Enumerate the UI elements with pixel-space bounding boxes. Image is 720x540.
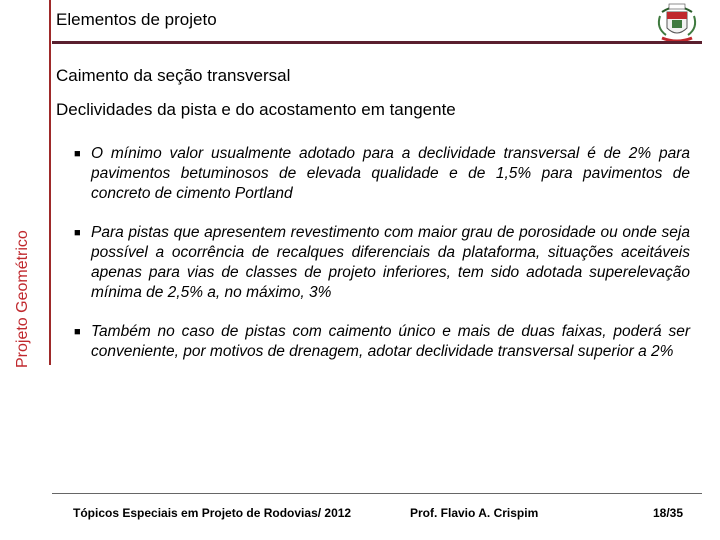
bullet-text: O mínimo valor usualmente adotado para a declividade transversal é de 2% para pavimentos betuminosos de elevada qualidade e de 1,5% para pavimentos de concreto de cimento Portland bbox=[91, 145, 690, 202]
bullet-marker-icon: ■ bbox=[74, 148, 81, 160]
footer-course: Tópicos Especiais em Projeto de Rodovias/ 2012 bbox=[73, 506, 352, 520]
section-heading: Declividades da pista e do acostamento em tangente bbox=[56, 100, 456, 119]
bullet-item bbox=[74, 144, 690, 204]
footer-page-number: 18/35 bbox=[653, 506, 684, 520]
bullet-item bbox=[74, 322, 690, 362]
side-label-text: Projeto Geométrico bbox=[14, 230, 31, 368]
bullet-text: Também no caso de pistas com caimento único e mais de duas faixas, poderá ser conveniente, por motivos de drenagem, adotar declividade transversal superior a 2% bbox=[91, 323, 690, 360]
footer-professor: Prof. Flavio A. Crispim bbox=[410, 506, 539, 520]
header-rule bbox=[52, 41, 702, 44]
left-accent-rule bbox=[49, 0, 51, 365]
slide-header-title: Elementos de projeto bbox=[56, 10, 217, 29]
bullet-marker-icon: ■ bbox=[74, 326, 81, 338]
bullet-item bbox=[74, 223, 690, 303]
bullet-list bbox=[74, 144, 690, 381]
footer-rule bbox=[52, 493, 702, 494]
section-subtitle: Caimento da seção transversal bbox=[56, 66, 291, 85]
bullet-marker-icon: ■ bbox=[74, 227, 81, 239]
university-crest-icon bbox=[652, 0, 702, 44]
bullet-text: Para pistas que apresentem revestimento com maior grau de porosidade ou onde seja possível a ocorrência de recalques diferenciais da plataforma, situações aceitáveis apenas para vias de classes de projeto inferiores, tem sido adotada superelevação mínima de 2,5% a, no máximo, 3% bbox=[91, 224, 690, 301]
